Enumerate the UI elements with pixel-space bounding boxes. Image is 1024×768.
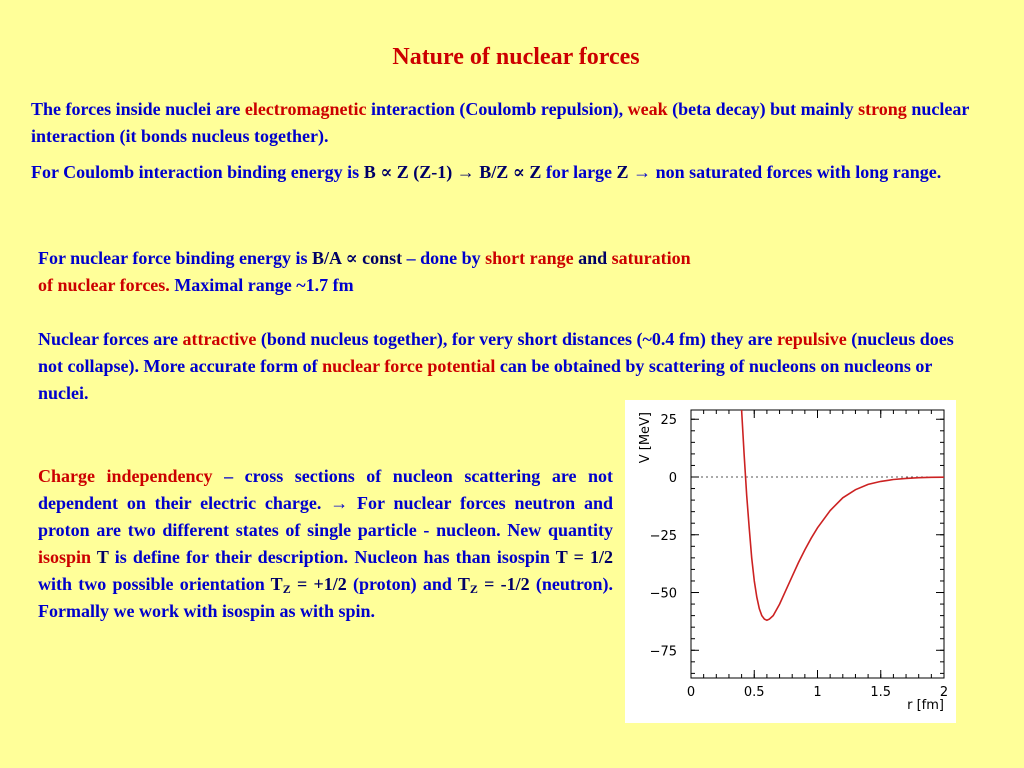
potential-chart-svg [625, 400, 956, 723]
potential-plot [625, 400, 956, 723]
text: – done by [402, 248, 486, 268]
y-axis-ticks [650, 413, 944, 673]
text: for large [541, 162, 617, 182]
text: – cross sections of nucleon scattering are not dependent on their electric charge. → For nuclear forces neutron and proton are two different states of single particle - nucleon. New quantity [38, 466, 614, 540]
x-tick-label: 0.5 [743, 685, 765, 700]
term-attractive: attractive [182, 329, 257, 349]
formula-t-half: T = 1/2 [555, 547, 613, 567]
text: with two possible orientation [38, 574, 271, 594]
x-tick-label: 1 [813, 685, 822, 700]
text: (proton) and [346, 574, 458, 594]
symbol-t: T [457, 574, 470, 594]
x-axis-label: r [fm] [907, 698, 944, 713]
symbol-tz [271, 574, 347, 594]
plot-frame [691, 410, 944, 678]
term-repulsive: repulsive [777, 329, 847, 349]
term-isospin: isospin [38, 547, 92, 567]
text: (nucleus does not collapse). More accurate form of [38, 329, 954, 376]
term-short-range: short range [485, 248, 574, 268]
symbol-z: Z [616, 162, 629, 182]
value-minus-half: = -1/2 [477, 574, 530, 594]
x-tick-label: 2 [939, 685, 949, 700]
potential-curve [742, 410, 944, 620]
text: interaction (Coulomb repulsion), [366, 99, 628, 119]
subscript-z: Z [469, 582, 478, 596]
x-axis-ticks [687, 410, 948, 700]
term-charge-independency: Charge independency [38, 466, 213, 486]
x-tick-label: 1.5 [870, 685, 892, 700]
text: (bond nucleus together), for very short distances (~0.4 fm) they are [256, 329, 778, 349]
text: The forces inside nuclei are [31, 99, 245, 119]
text-and: and [573, 248, 612, 268]
text: (neutron). Formally we work with isospin as with spin. [38, 574, 614, 621]
y-tick-label: 0 [668, 471, 677, 486]
term-saturation: saturation [611, 248, 691, 268]
slide-title: Nature of nuclear forces [392, 44, 640, 70]
formula-binding: B/A ∝ const [312, 248, 403, 268]
text: nuclear interaction (it bonds nucleus together). [31, 99, 969, 146]
y-tick-label: 25 [660, 413, 677, 429]
paragraph-force-types [31, 96, 991, 150]
y-tick-label: −75 [649, 644, 677, 660]
y-axis-label: V [MeV] [638, 412, 653, 464]
symbol-tz [458, 574, 530, 594]
subscript-z: Z [282, 582, 291, 596]
text: For nuclear force binding energy is [38, 248, 312, 268]
text: can be obtained by scattering of nucleons on nucleons or nuclei. [38, 356, 933, 403]
text: Nuclear forces are [38, 329, 183, 349]
x-tick-label: 0 [686, 685, 696, 700]
text: Maximal range ~1.7 fm [169, 275, 354, 295]
term-strong: strong [858, 99, 907, 119]
symbol-t: T [270, 574, 283, 594]
paragraph-attractive-repulsive [38, 326, 978, 407]
formula-coulomb: B ∝ Z (Z-1) → B/Z ∝ Z [363, 162, 542, 182]
paragraph-coulomb [31, 159, 991, 186]
term-weak: weak [627, 99, 668, 119]
term-nuclear-forces: of nuclear forces. [38, 275, 170, 295]
paragraph-nuclear-binding [38, 245, 938, 299]
y-tick-label: −25 [649, 528, 677, 544]
text: → non saturated forces with long range. [628, 162, 942, 182]
text: For Coulomb interaction binding energy is [31, 162, 364, 182]
symbol-t: T [91, 547, 109, 567]
paragraph-charge-independency [38, 463, 613, 625]
term-electromagnetic: electromagnetic [244, 99, 367, 119]
value-plus-half: = +1/2 [290, 574, 347, 594]
text: is define for their description. Nucleon has than isospin [108, 547, 556, 567]
text: (beta decay) but mainly [667, 99, 859, 119]
y-tick-label: −50 [649, 586, 677, 602]
term-nuclear-force-potential: nuclear force potential [322, 356, 496, 376]
